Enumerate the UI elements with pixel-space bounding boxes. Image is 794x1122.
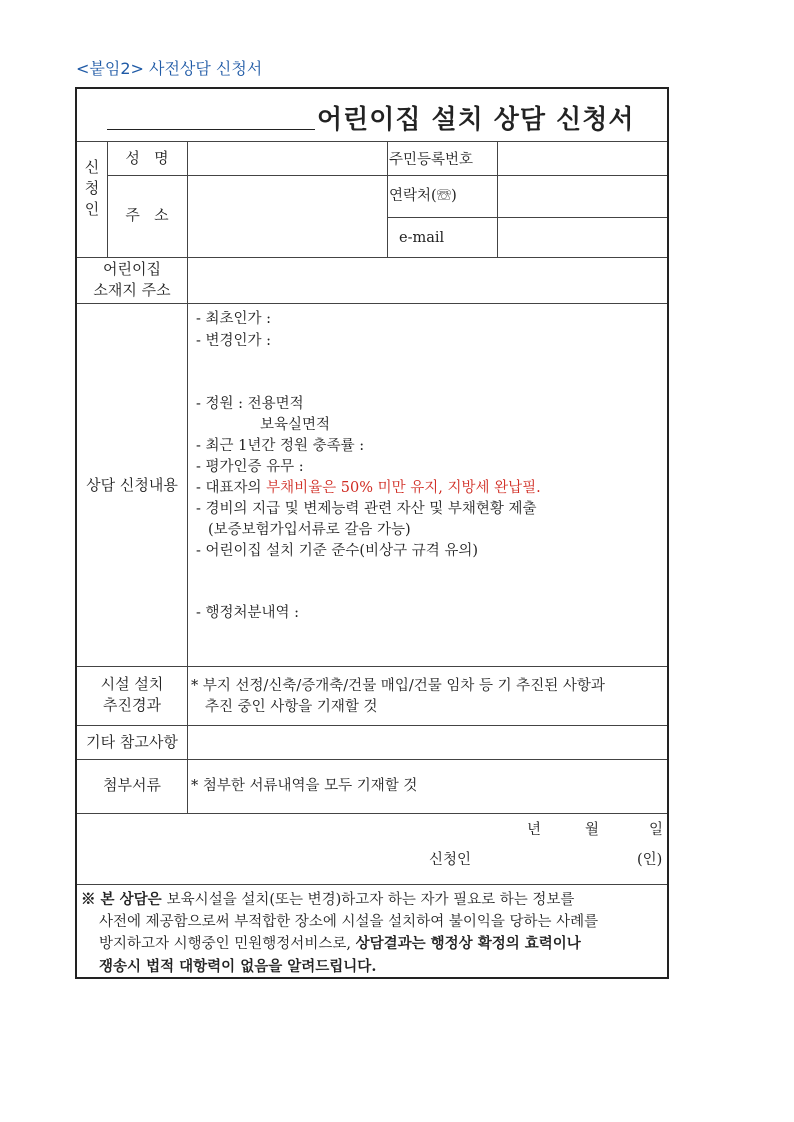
notice-text: 방지하고자 시행중인 민원행정서비스로, [99, 936, 356, 952]
applicant-label-char: 청 [84, 179, 100, 197]
progress-label-line: 시설 설치 [100, 675, 164, 693]
capacity-sub-item: 보육실면적 [260, 417, 331, 433]
notice [81, 889, 665, 977]
location-address-field[interactable] [188, 258, 667, 303]
notice-line [81, 889, 665, 912]
progress-label-line: 추진경과 [103, 696, 161, 714]
attachments-label: 첨부서류 [103, 776, 161, 794]
admin-action-item: - 행정처분내역 : [196, 605, 300, 621]
accreditation-item: - 평가인증 유무 : [196, 459, 304, 475]
consultation-label: 상담 신청내용 [86, 476, 178, 494]
change-license-item: - 변경인가 : [196, 333, 272, 349]
title-blank-line [107, 129, 315, 130]
representative-requirement: 부채비율은 50% 미만 유지, 지방세 완납필. [266, 480, 541, 496]
representative-prefix: - 대표자의 [196, 480, 267, 496]
standards-item: - 어린이집 설치 기준 준수(비상구 규격 유의) [196, 543, 478, 559]
notice-text: ※ 본 상담은 [81, 891, 167, 908]
attachment-label: <붙임2> 사전상담 신청서 [76, 59, 263, 78]
applicant-signature-label: 신청인 [429, 852, 472, 868]
notice-line: 쟁송시 법적 대항력이 없음을 알려드립니다. [99, 957, 377, 975]
address-field[interactable] [188, 176, 387, 257]
grid-line [77, 813, 667, 814]
seal-mark: (인) [637, 852, 663, 868]
email-label: e-mail [399, 230, 445, 246]
notice-text: 보육시설을 설치(또는 변경)하고자 하는 자가 필요로 하는 정보를 [166, 892, 575, 908]
grid-line [77, 759, 667, 760]
other-field[interactable] [188, 726, 667, 759]
grid-line [387, 141, 388, 257]
notice-line: 사전에 제공함으로써 부적합한 장소에 시설을 설치하여 불이익을 당하는 사례를 [99, 913, 599, 930]
grid-line [77, 666, 667, 667]
location-label-line: 어린이집 [103, 260, 161, 278]
id-number-field[interactable] [498, 142, 667, 175]
address-label: 주 소 [125, 206, 169, 224]
other-label: 기타 참고사항 [86, 733, 178, 751]
email-field[interactable] [498, 218, 667, 257]
name-label: 성 명 [125, 149, 169, 167]
applicant-group-label [77, 157, 107, 220]
initial-license-item: - 최초인가 : [196, 311, 272, 327]
contact-label: 연락처(☏) [389, 188, 457, 204]
capacity-item: - 정원 : 전용면적 [196, 396, 304, 412]
applicant-label-char: 신 [84, 158, 100, 176]
date-month: 월 [585, 822, 600, 838]
progress-note-line2: 추진 중인 사항을 기재할 것 [205, 699, 378, 715]
name-field[interactable] [188, 142, 387, 175]
grid-line [77, 884, 667, 885]
date-day: 일 [649, 822, 664, 838]
contact-field[interactable] [498, 176, 667, 217]
representative-item [196, 477, 541, 499]
id-number-label: 주민등록번호 [389, 152, 474, 168]
application-form [75, 87, 669, 979]
progress-note-line1: * 부지 선정/신축/증개축/건물 매입/건물 임차 등 기 추진된 사항과 [191, 678, 605, 694]
fill-rate-item: - 최근 1년간 정원 충족률 : [196, 438, 365, 454]
consultation-content[interactable] [188, 304, 667, 666]
form-title: 어린이집 설치 상담 신청서 [317, 105, 635, 135]
expense-item-note: (보증보험가입서류로 갈음 가능) [208, 522, 411, 538]
location-label-line: 소재지 주소 [93, 281, 171, 299]
date-year: 년 [527, 822, 542, 838]
notice-text: 상담결과는 행정상 확정의 효력이나 [355, 935, 581, 952]
attachments-note: * 첨부한 서류내역을 모두 기재할 것 [191, 778, 418, 794]
notice-line [81, 933, 665, 956]
applicant-label-char: 인 [84, 200, 100, 218]
expense-item: - 경비의 지급 및 변제능력 관련 자산 및 부채현황 제출 [196, 501, 537, 517]
location-label [77, 259, 187, 301]
title-row [77, 89, 667, 141]
progress-label [77, 674, 187, 716]
